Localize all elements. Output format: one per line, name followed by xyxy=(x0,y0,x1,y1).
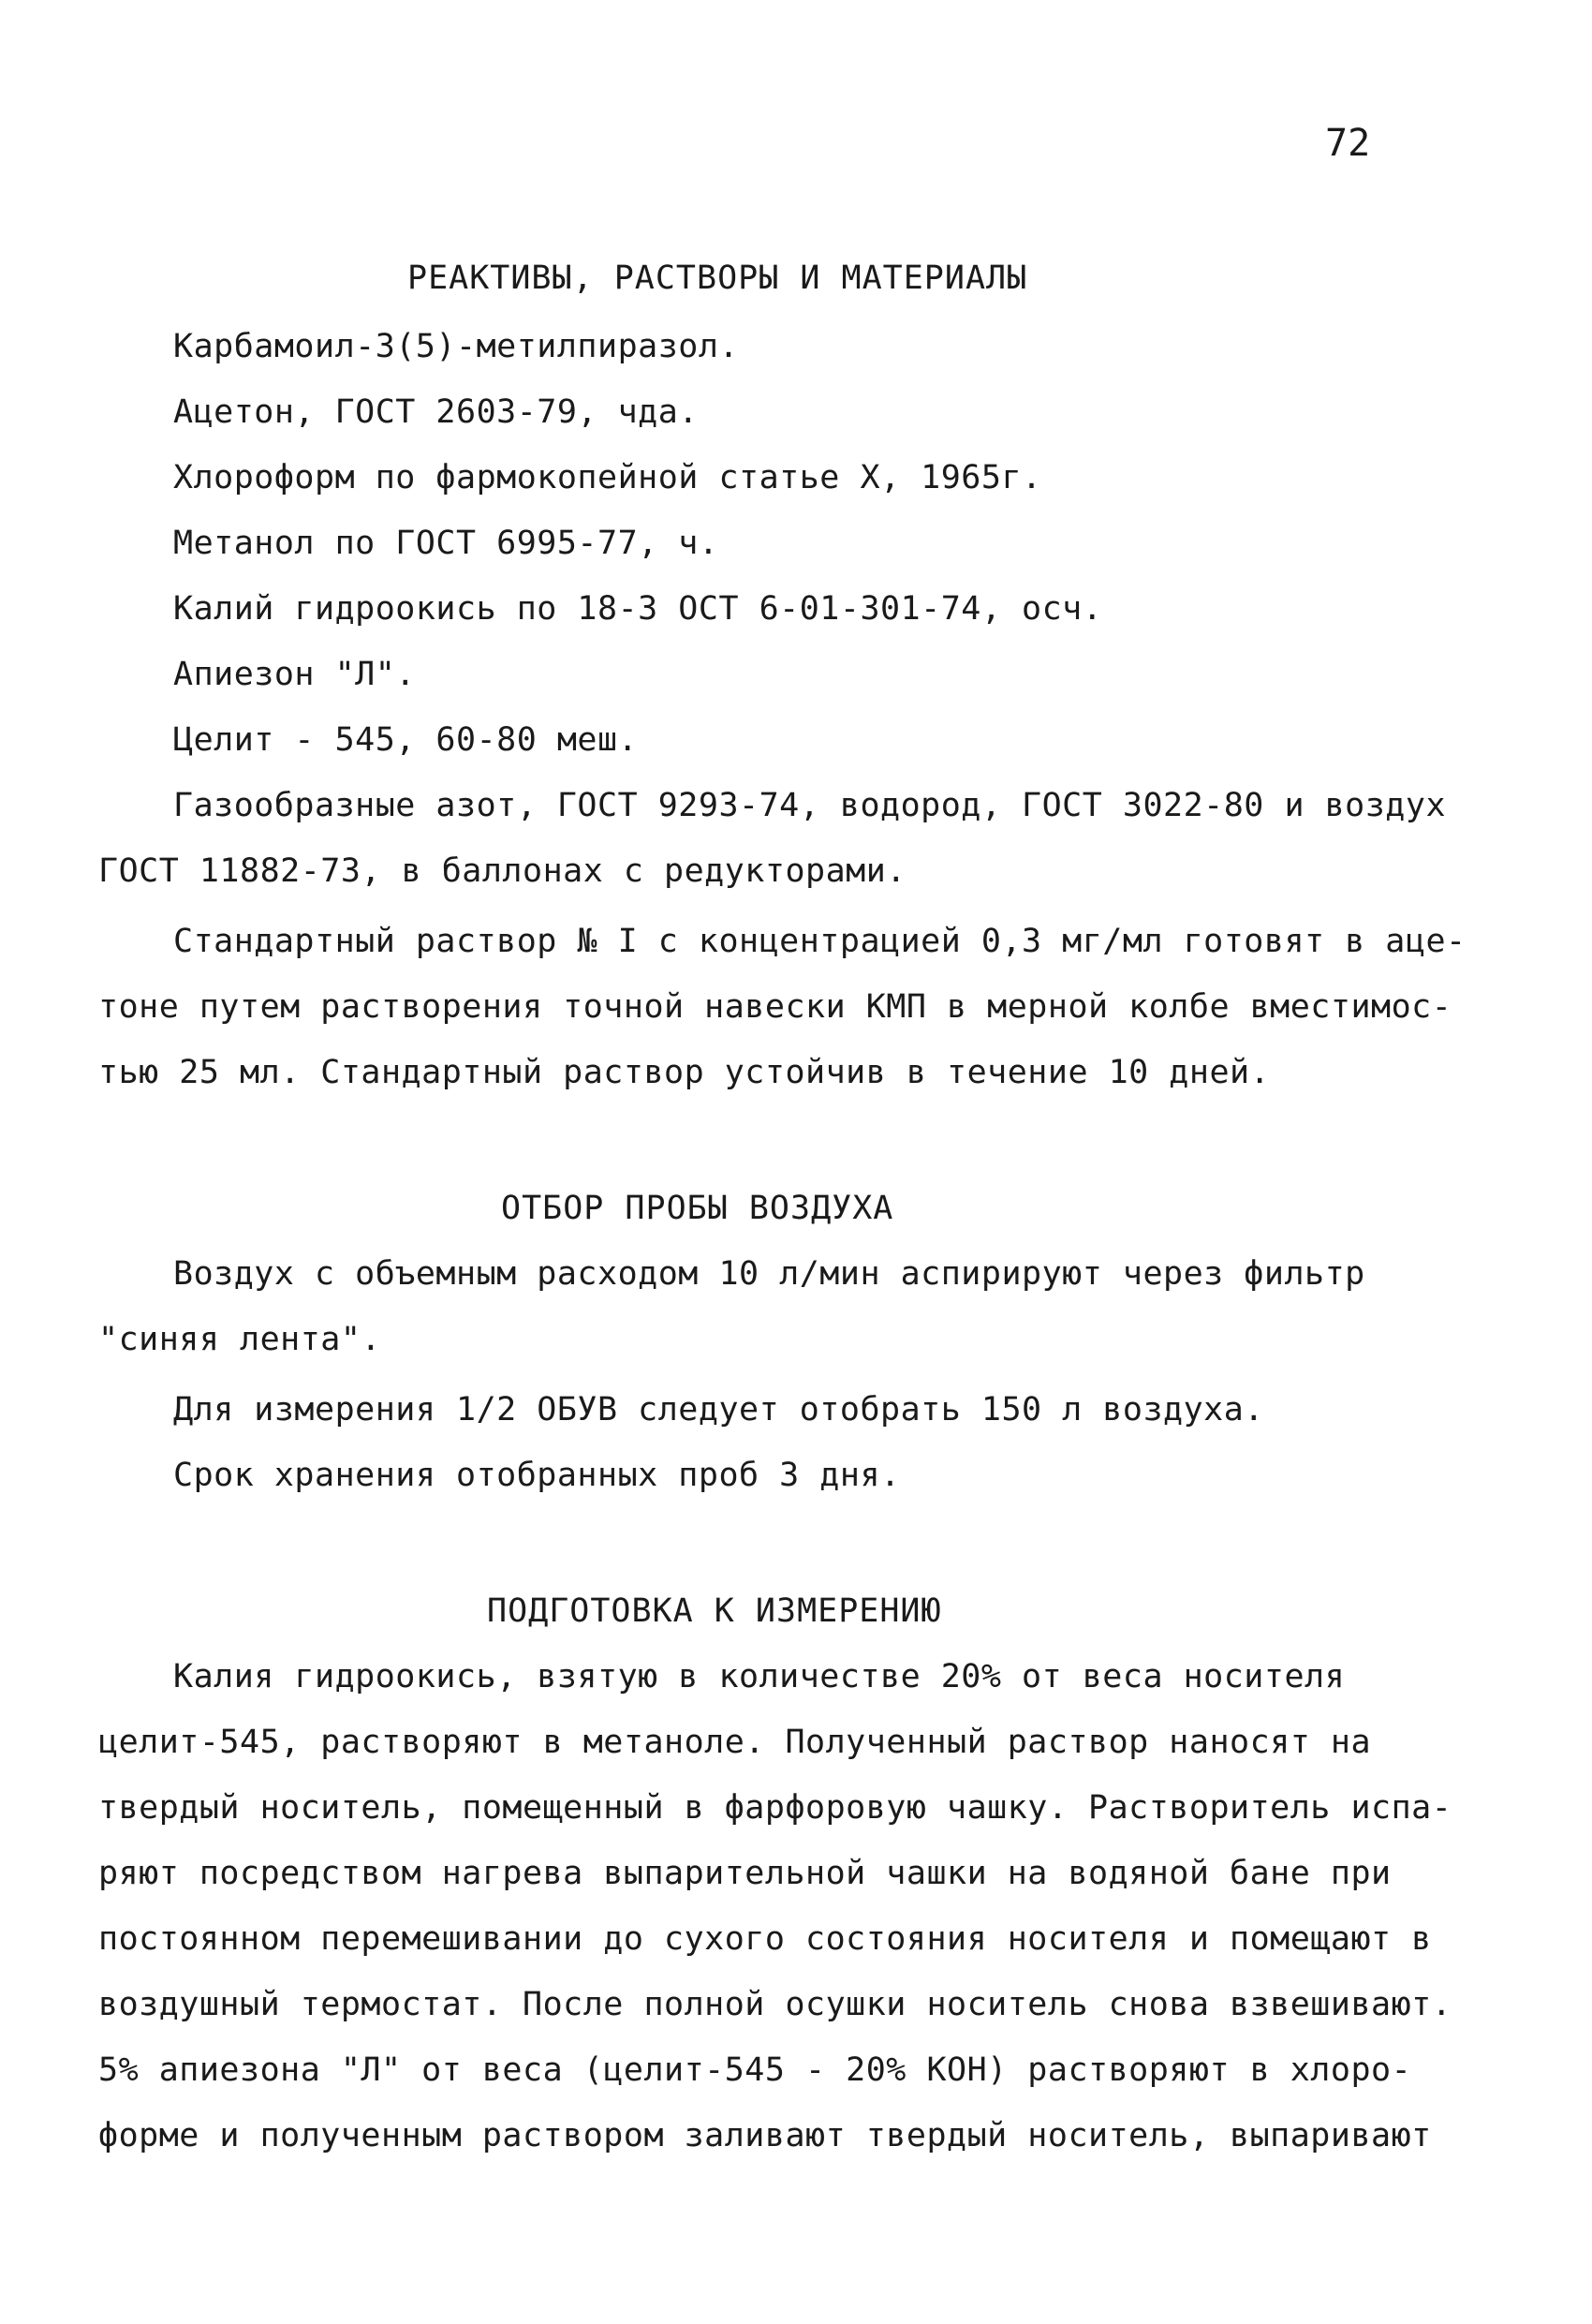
reagent-line: Калий гидроокись по 18-3 ОСТ 6-01-301-74, осч. xyxy=(173,590,1103,628)
reagent-line: Стандартный раствор № I с концентрацией 0,3 мг/мл готовят в аце- xyxy=(173,923,1467,960)
reagent-line: тоне путем растворения точной навески КМП в мерной колбе вместимос- xyxy=(98,988,1452,1026)
reagent-line: Газообразные азот, ГОСТ 9293-74, водород, ГОСТ 3022-80 и воздух xyxy=(173,787,1447,824)
reagent-line: ГОСТ 11882-73, в баллонах с редукторами. xyxy=(98,852,907,890)
prep-line: воздушный термостат. После полной осушки носитель снова взвешивают. xyxy=(98,1986,1452,2023)
prep-line: твердый носитель, помещенный в фарфоровую чашку. Растворитель испа- xyxy=(98,1789,1452,1827)
reagent-line: Целит - 545, 60-80 меш. xyxy=(173,721,639,759)
reagent-line: Ацетон, ГОСТ 2603-79, чда. xyxy=(173,393,699,431)
section-title-sampling: ОТБОР ПРОБЫ ВОЗДУХА xyxy=(501,1190,894,1227)
reagent-line: тью 25 мл. Стандартный раствор устойчив в течение 10 дней. xyxy=(98,1054,1271,1091)
prep-line: постоянном перемешивании до сухого состояния носителя и помещают в xyxy=(98,1920,1432,1958)
section-title-preparation: ПОДГОТОВКА К ИЗМЕРЕНИЮ xyxy=(487,1592,942,1630)
prep-line: Калия гидроокись, взятую в количестве 20% от веса носителя xyxy=(173,1658,1346,1695)
reagent-line: Метанол по ГОСТ 6995-77, ч. xyxy=(173,525,719,562)
prep-line: 5% апиезона "Л" от веса (целит-545 - 20% КОН) растворяют в хлоро- xyxy=(98,2051,1412,2089)
prep-line: форме и полученным раствором заливают твердый носитель, выпаривают xyxy=(98,2117,1432,2154)
prep-line: целит-545, растворяют в метаноле. Полученный раствор наносят на xyxy=(98,1724,1372,1761)
sampling-line: Срок хранения отобранных проб 3 дня. xyxy=(173,1457,901,1494)
reagent-line: Апиезон "Л". xyxy=(173,656,416,693)
prep-line: ряют посредством нагрева выпарительной чашки на водяной бане при xyxy=(98,1855,1392,1892)
sampling-line: "синяя лента". xyxy=(98,1321,382,1358)
page-number: 72 xyxy=(1325,122,1371,165)
section-title-reagents: РЕАКТИВЫ, РАСТВОРЫ И МАТЕРИАЛЫ xyxy=(407,259,1028,297)
sampling-line: Для измерения 1/2 ОБУВ следует отобрать 150 л воздуха. xyxy=(173,1391,1264,1428)
reagent-line: Карбамоил-3(5)-метилпиразол. xyxy=(173,328,740,365)
reagent-line: Хлороформ по фармокопейной статье X, 1965г. xyxy=(173,459,1042,496)
sampling-line: Воздух с объемным расходом 10 л/мин аспирируют через фильтр xyxy=(173,1255,1365,1293)
